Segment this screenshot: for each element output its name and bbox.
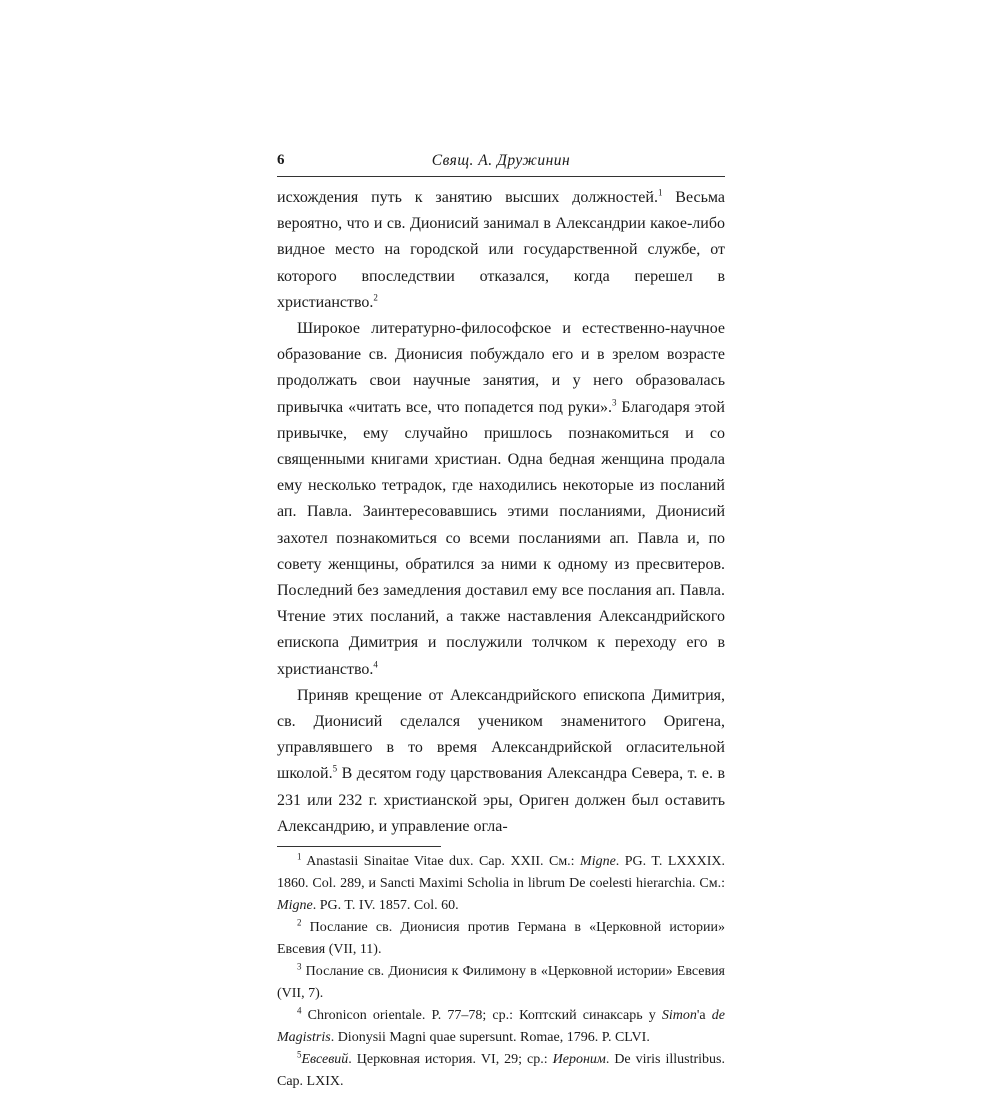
- running-head: Свящ. А. Дружинин: [431, 152, 571, 169]
- footnotes: [277, 851, 725, 1093]
- page-number: 6: [277, 152, 285, 168]
- footnote-4: $^4$ Chronicon orientale. P. 77–78; ср.: Коптский синаксарь у Simon'a de Magistris. Dionysii Magni quae supersunt. Romae, 1796. P. CLVI.: [277, 1005, 725, 1046]
- page-header: [277, 150, 725, 177]
- footnote-divider: [277, 846, 441, 847]
- book-page: [277, 150, 725, 1093]
- footnote-2: $^2$ Послание св. Дионисия против Германа в «Церковной истории» Евсевия (VII, 11).: [277, 917, 725, 958]
- footnote-5: $^5$Евсевий. Церковная история. VI, 29; ср.: Иероним. De viris illustribus. Cap. LXIX.: [277, 1049, 725, 1090]
- body-text: [277, 185, 725, 840]
- footnote-1: $^1$ Anastasii Sinaitae Vitae dux. Cap. XXII. См.: Migne. PG. T. LXXXIX. 1860. Col. 289, и Sancti Maximi Scholia in librum De coelesti hierarchia. См.: Migne. PG. T. IV. 1857. Col. 60.: [277, 851, 725, 914]
- paragraph-1: исхождения путь к занятию высших должностей.$^1$ Весьма вероятно, что и св. Дионисий занимал в Александрии какое-либо видное место на городской или государственной службе, от которого впоследствии отказался, когда перешел в христианство.$^2$: [277, 187, 725, 311]
- footnote-ref-1[interactable]: 1: [657, 187, 663, 198]
- footnote-ref-3[interactable]: 3: [611, 397, 617, 408]
- footnote-ref-4[interactable]: 4: [373, 659, 378, 670]
- paragraph-3: Приняв крещение от Александрийского епископа Димитрия, св. Дионисий сделался учеником знаменитого Оригена, управлявшего в то время Александрийской огласительной школой.$^5$ В десятом году царствования Александра Севера, т. е. в 231 или 232 г. христианской эры, Ориген должен был оставить Александрию, и управление огла-: [277, 686, 725, 835]
- footnote-3: $^3$ Послание св. Дионисия к Филимону в «Церковной истории» Евсевия (VII, 7).: [277, 961, 725, 1002]
- paragraph-2: Широкое литературно-философское и естественно-научное образование св. Дионисия побуждало его и в зрелом возрасте продолжать свои научные занятия, и у него образовалась привычка «читать все, что попадется под руки».$^3$ Благодаря этой привычке, ему случайно пришлось познакомиться и со священными книгами христиан. Одна бедная женщина продала ему несколько тетрадок, где находились некоторые из посланий ап. Павла. Заинтересовавшись этими посланиями, Дионисий захотел познакомиться со всеми посланиями ап. Павла и, по совету женщины, обратился за ними к одному из пресвитеров. Последний без замедления доставил ему все послания ап. Павла. Чтение этих посланий, а также наставления Александрийского епископа Димитрия и послужили толчком к переходу его в христианство.$^4$: [277, 320, 725, 678]
- footnote-ref-5[interactable]: 5: [332, 764, 338, 775]
- footnote-ref-2[interactable]: 2: [373, 292, 378, 303]
